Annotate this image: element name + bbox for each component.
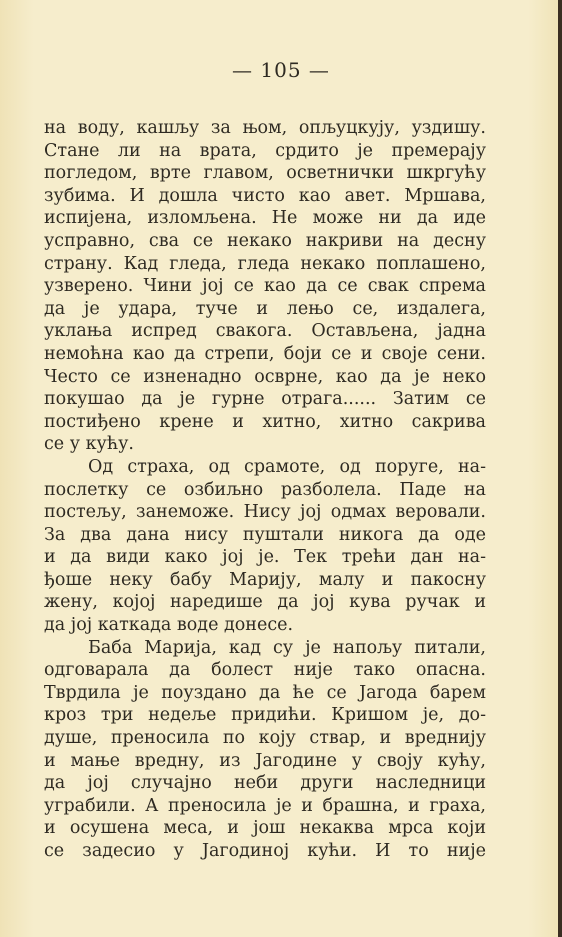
text-line: страну. Кад гледа, гледа некако поплашено, [44, 253, 486, 274]
page-number: — 105 — [232, 58, 330, 82]
text-line: и осушена меса, и још некаква мрса који [44, 818, 486, 839]
text-line: Често се изненадно осврне, као да је неко [44, 366, 486, 387]
page-edge [558, 0, 562, 937]
text-line: уклања испред свакога. Остављена, јадна [44, 321, 486, 342]
text-line: немоћна као да стрепи, боји се и своје сени. [44, 343, 486, 364]
text-line: покушао да је гурне отрага...... Затим се [44, 389, 486, 410]
text-line: Стане ли на врата, срдито је премерају [44, 140, 486, 161]
text-line: душе, преносила по коју ствар, и вреднију [44, 728, 486, 749]
text-line: да јој случајно неби други наследници [44, 773, 486, 794]
text-line: погледом, врте главом, осветнички шкргућу [44, 163, 486, 184]
text-line: послетку се озбиљно разболела. Паде на [44, 479, 486, 500]
text-line: Од страха, од срамоте, од поруге, на- [88, 456, 486, 477]
text-line: постиђено крене и хитно, хитно сакрива [44, 411, 486, 432]
text-line: жену, којој наредише да јој кува ручак и [44, 592, 486, 613]
text-line: да јој каткада воде донесе. [44, 615, 294, 636]
text-line: постељу, занеможе. Нису јој одмах веровали. [44, 502, 486, 523]
body-text [44, 117, 486, 863]
text-line: усправно, сва се некако накриви на десну [44, 230, 486, 251]
text-line: испијена, изломљена. Не може ни да иде [44, 208, 486, 229]
text-line: Баба Марија, кад су је напољу питали, [88, 637, 486, 658]
text-line: За два дана нису пуштали никога да оде [44, 524, 486, 545]
text-line: се у кућу. [44, 434, 134, 455]
text-line: и мање вредну, из Јагодине у своју кућу, [44, 750, 486, 771]
text-line: ђоше неку бабу Марију, малу и пакосну [44, 569, 486, 590]
text-line: одговарала да болест није тако опасна. [44, 660, 486, 681]
text-line: на воду, кашљу за њом, опљуцкују, уздишу. [44, 118, 486, 138]
text-line: зубима. И дошла чисто као авет. Мршава, [44, 185, 486, 206]
text-line: и да види како јој је. Тек трећи дан на- [44, 547, 486, 568]
text-line: кроз три недеље придићи. Кришом је, до- [44, 705, 486, 726]
text-line: да је удара, туче и лењо се, издалега, [44, 298, 486, 319]
text-line: Тврдила је поуздано да ће се Јагода барем [44, 682, 486, 703]
text-line: узверено. Чини јој се као да се свак спрема [44, 276, 486, 297]
text-line: се задесио у Јагодиној кући. И то није [44, 841, 486, 861]
text-line: уграбили. А преносила је и брашна, и граха, [44, 795, 486, 816]
